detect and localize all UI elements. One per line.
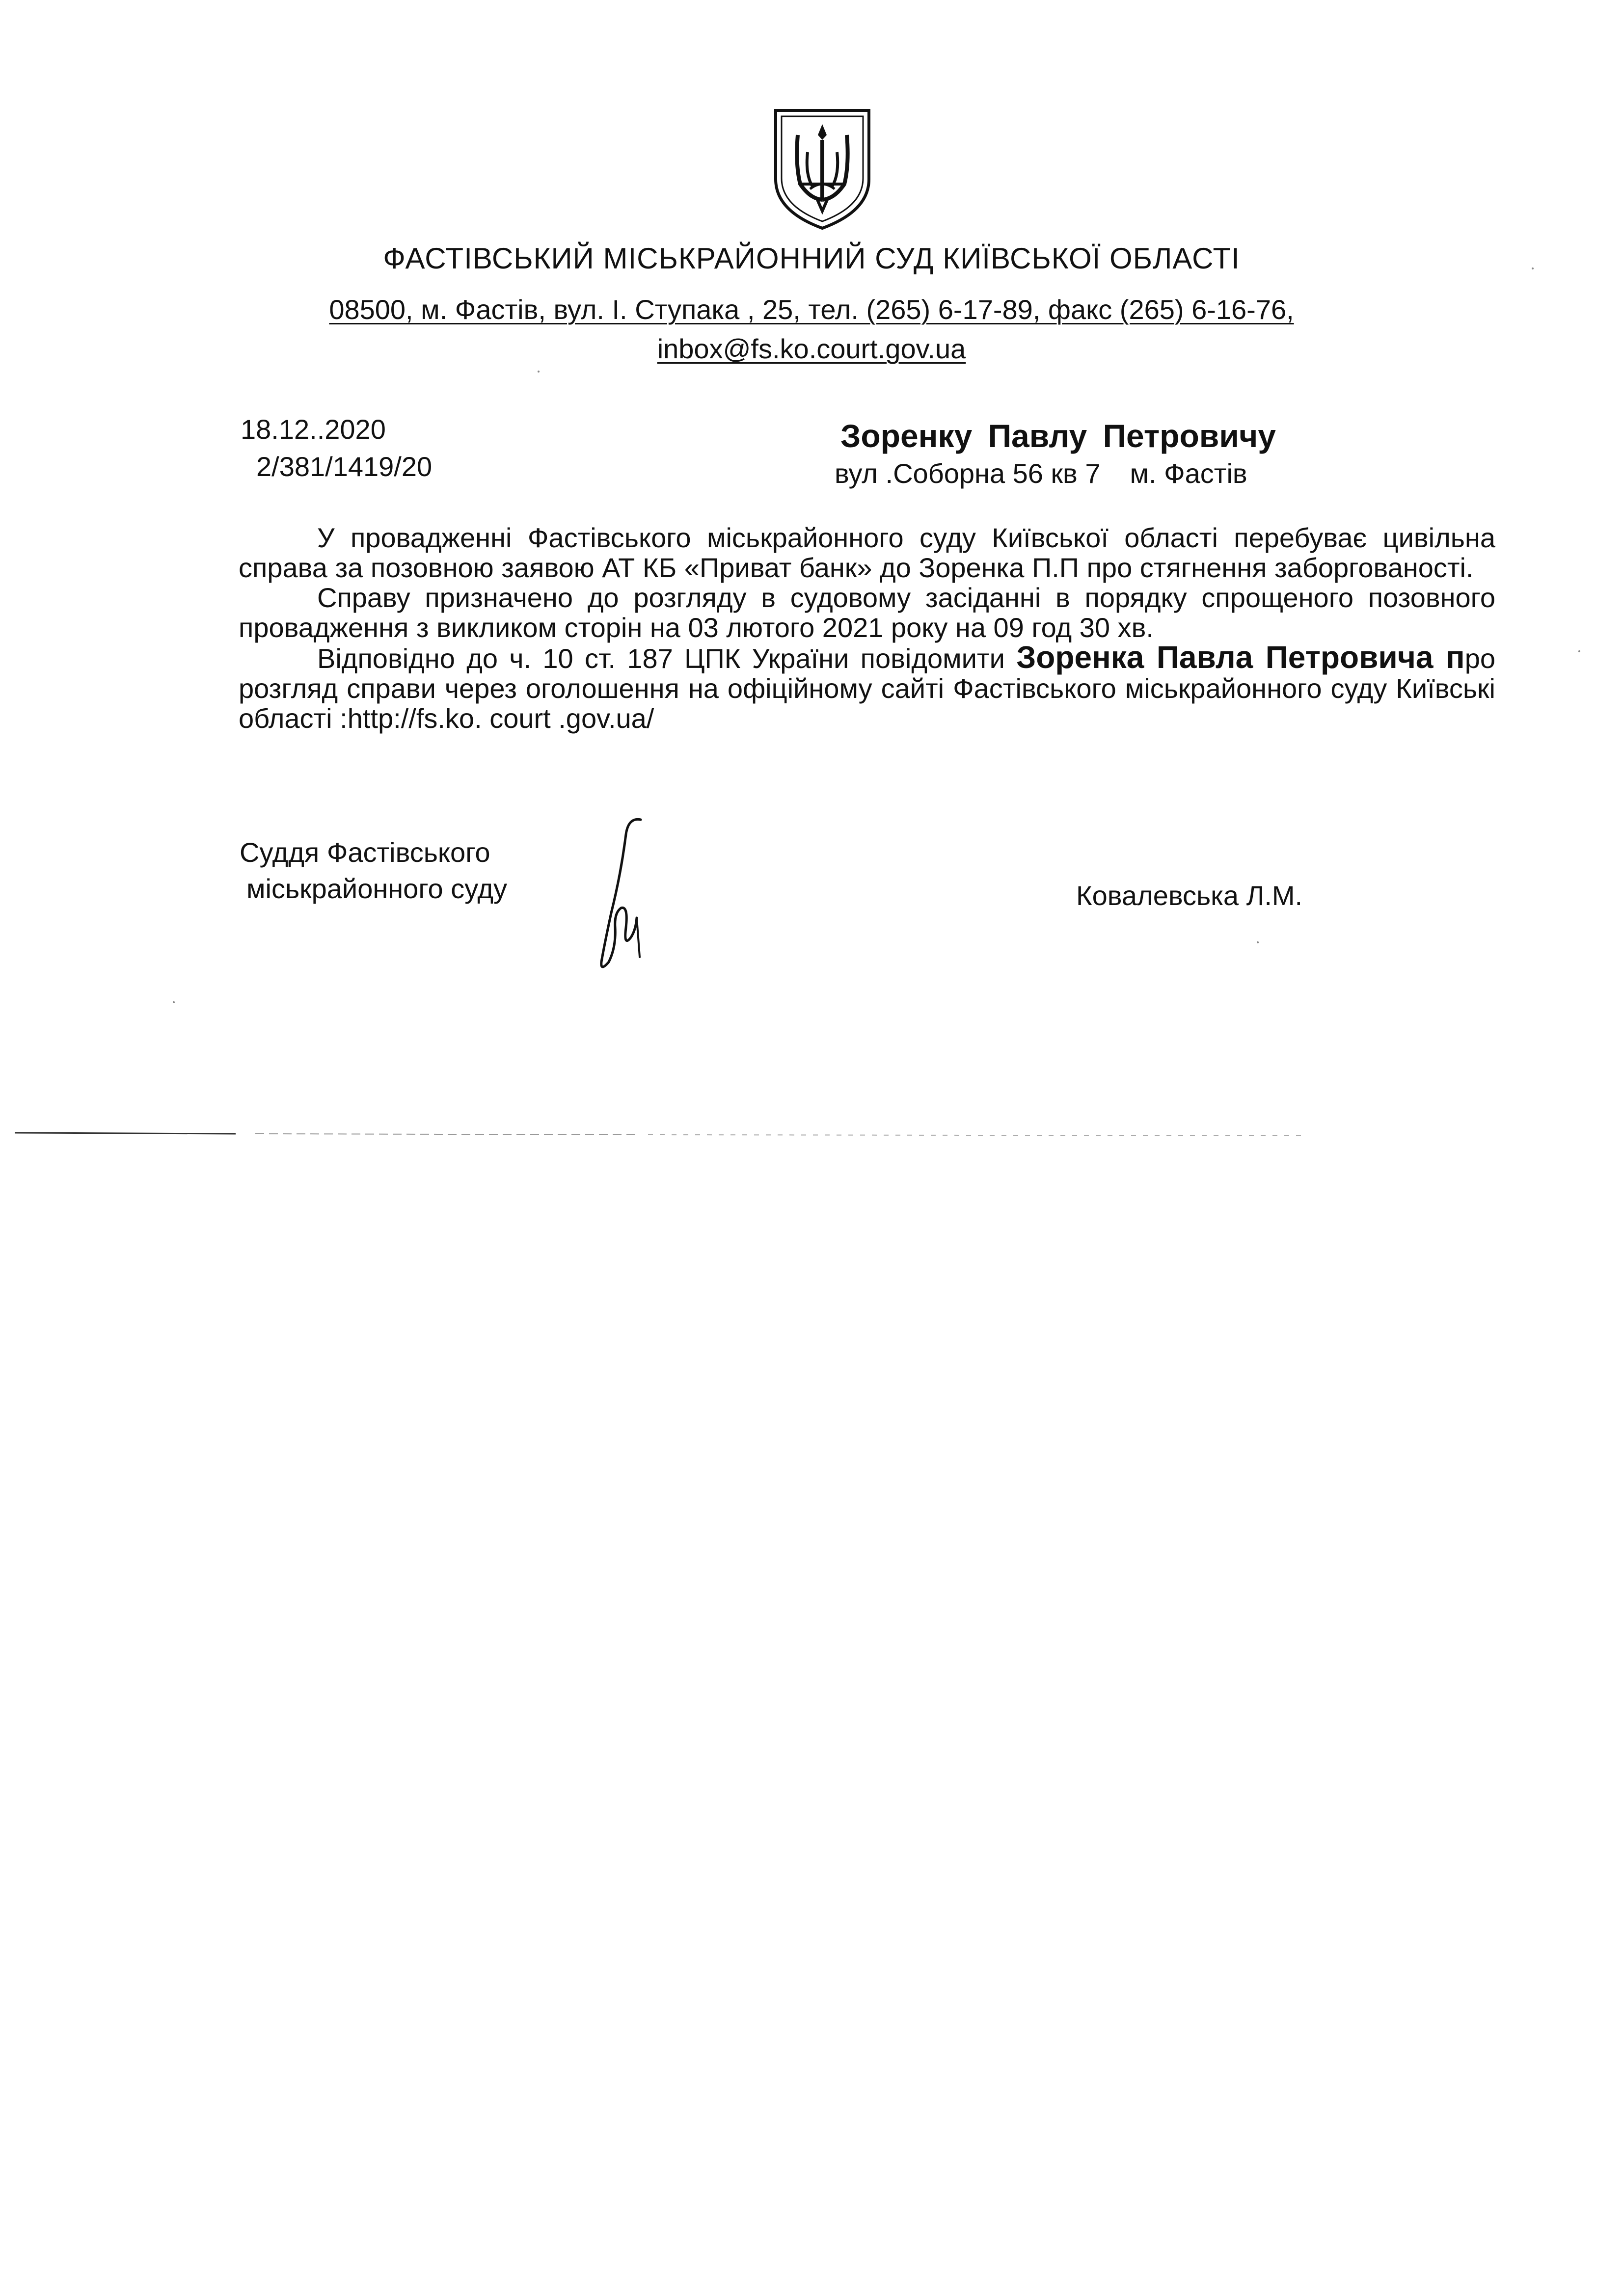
document-date: 18.12..2020	[241, 414, 386, 445]
paragraph-hearing-date: Справу призначено до розгляду в судовому засіданні в порядку спрощеного позовного провадження з викликом сторін на 03 лютого 2021 року на 09 год 30 хв.	[239, 582, 1495, 643]
notified-person-name: Зоренка Павла Петровича п	[1016, 640, 1465, 675]
trident-coat-of-arms-icon	[771, 106, 874, 233]
scan-speck	[1578, 650, 1580, 652]
recipient-address	[835, 457, 1247, 489]
judge-name: Ковалевська Л.М.	[1076, 880, 1303, 911]
court-address: 08500, м. Фастів, вул. І. Ступака , 25, тел. (265) 6-17-89, факс (265) 6-16-76,	[329, 294, 1294, 325]
notification-text-start: Відповідно до ч. 10 ст. 187 ЦПК України повідомити	[317, 643, 1005, 674]
recipient-street: вул .Соборна 56 кв 7	[835, 458, 1101, 489]
scan-speck	[538, 371, 540, 373]
outgoing-number: 2/381/1419/20	[256, 451, 433, 482]
notification-text-end: ро розгляд справи через оголошення на офіційному сайті Фастівського міськрайонного суду Київські області :http://fs.ko. court .gov.ua/	[239, 643, 1495, 734]
handwritten-signature	[582, 815, 660, 972]
letter-body	[239, 523, 1495, 733]
judge-position-line1: Суддя Фастівського	[240, 837, 490, 868]
scan-speck	[1532, 267, 1534, 269]
recipient-name: Зоренку Павлу Петровичу	[840, 418, 1276, 454]
judge-position	[240, 834, 507, 907]
scan-artifact-line	[0, 1129, 1325, 1139]
scan-speck	[1257, 941, 1259, 943]
court-name: ФАСТІВСЬКИЙ МІСЬКРАЙОННИЙ СУД КИЇВСЬКОЇ ОБЛАСТІ	[383, 242, 1240, 275]
paragraph-notification	[239, 642, 1495, 733]
paragraph-case-info: У провадженні Фастівського міськрайонного суду Київської області перебуває цивільна справа за позовною заявою АТ КБ «Приват банк» до Зоренка П.П про стягнення заборгованості.	[239, 522, 1495, 583]
scan-speck	[173, 1001, 175, 1003]
judge-position-line2: міськрайонного суду	[246, 873, 508, 904]
court-email-link[interactable]: inbox@fs.ko.court.gov.ua	[657, 333, 966, 364]
recipient-city: м. Фастів	[1130, 458, 1247, 489]
